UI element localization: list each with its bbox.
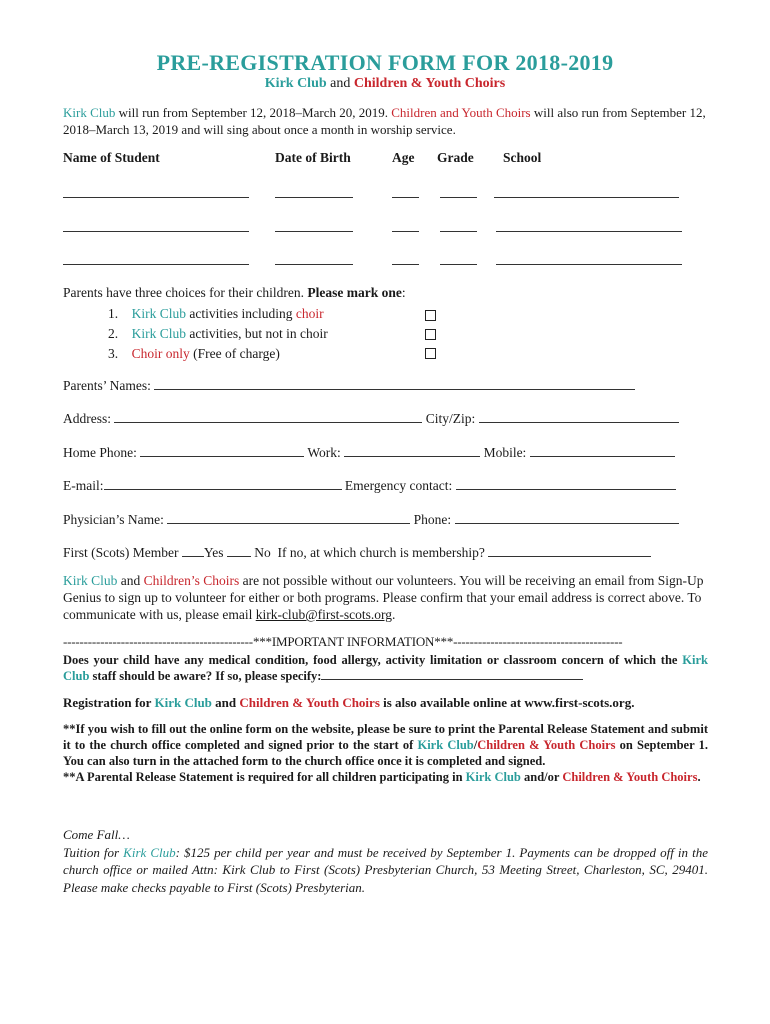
subtitle-and: and [326, 76, 354, 91]
student-name-field[interactable] [63, 231, 249, 232]
release-choirs-2: Children & Youth Choirs [562, 770, 698, 784]
choices-intro [63, 285, 406, 301]
choice-3-checkbox[interactable] [425, 348, 436, 359]
tuition-text-2: : $125 per child per year and must be received by September 1. Payments can be dropped off in the church office or mailed Attn: Kirk Club to First (Scots) Presbyterian Church, 53 Meeting Street, Charleston, SC, 29401. Please make checks payable to First (Scots) Presbyterian. [63, 844, 708, 895]
important-info-header: ----------------------------------------------***IMPORTANT INFORMATION***----------------------------------------- [63, 634, 623, 649]
phone-row [63, 444, 675, 461]
tuition-text-1: Tuition for [63, 844, 124, 860]
header-age: Age [392, 150, 415, 165]
email-row [63, 477, 676, 494]
release-and-or: and/or [520, 770, 563, 784]
student-school-field[interactable] [496, 231, 682, 232]
header-school: School [503, 150, 542, 165]
choice-choir-only: Choir only [131, 346, 190, 361]
home-phone-label: Home Phone: [63, 445, 137, 460]
choice-2-checkbox[interactable] [425, 329, 436, 340]
volunteer-kirk-club: Kirk Club [63, 573, 118, 588]
choice-2 [108, 326, 328, 342]
physician-phone-label: Phone: [413, 512, 452, 527]
intro-kirk-club: Kirk Club [63, 105, 116, 120]
work-phone-field[interactable] [344, 444, 480, 457]
contact-email-link[interactable]: kirk-club@first-scots.org [255, 607, 392, 622]
physician-phone-field[interactable] [455, 511, 679, 524]
online-choirs: Children & Youth Choirs [239, 695, 380, 710]
volunteer-text: are not possible without our volunteers. You will be receiving an email from Sign-Up Genius to sign up to volunteer for either or both programs. Please confirm that your email address is correct above. To communicate with us, please email [63, 573, 704, 622]
student-school-field[interactable] [496, 264, 682, 265]
come-fall-heading: Come Fall… [63, 827, 130, 842]
choice-number: 1. [108, 306, 119, 321]
address-field[interactable] [114, 410, 422, 423]
emergency-contact-label: Emergency contact: [344, 478, 453, 493]
member-yes-field[interactable] [182, 544, 204, 557]
release-end: . [697, 770, 701, 784]
choice-text: activities, but not in choir [186, 326, 328, 341]
subtitle-kirk-club: Kirk Club [264, 76, 327, 91]
choice-3 [108, 346, 280, 362]
online-and: and [211, 695, 240, 710]
membership-row [63, 544, 651, 561]
volunteer-paragraph [63, 572, 708, 623]
medical-question-text: Does your child have any medical condition, food allergy, activity limitation or classroom concern of which the [63, 653, 683, 667]
parental-release-note [63, 721, 708, 785]
release-slash: / [473, 738, 478, 752]
choice-1 [108, 306, 324, 322]
student-name-field[interactable] [63, 197, 249, 198]
tuition-kirk-club: Kirk Club [123, 844, 176, 860]
release-text-2: on September 1. You can also turn in the attached form to the church office once it is completed and signed. [63, 738, 708, 768]
subtitle-choirs: Children & Youth Choirs [353, 76, 506, 91]
parents-names-row [63, 377, 635, 394]
address-label: Address: [63, 411, 111, 426]
emergency-contact-field[interactable] [456, 477, 676, 490]
member-label: First (Scots) Member [63, 545, 179, 560]
online-kirk-club: Kirk Club [154, 695, 212, 710]
student-grade-field[interactable] [440, 231, 477, 232]
form-title: PRE-REGISTRATION FORM FOR 2018-2019 [156, 50, 614, 75]
choice-number: 2. [108, 326, 119, 341]
medical-question [63, 652, 708, 684]
student-dob-field[interactable] [275, 264, 353, 265]
membership-church-field[interactable] [488, 544, 651, 557]
choices-intro-end: : [401, 285, 406, 300]
physician-row [63, 511, 679, 528]
online-text-2: is also available online at www.first-scots.org. [379, 695, 635, 710]
city-zip-label: City/Zip: [425, 411, 476, 426]
release-text-1: **If you wish to fill out the online form on the website, please be sure to print the Parental Release Statement and submit it to the church office completed and signed prior to the start of [63, 722, 708, 752]
no-label: No [254, 545, 271, 560]
release-choirs: Children & Youth Choirs [477, 738, 616, 752]
choice-kirk-club: Kirk Club [131, 326, 187, 341]
student-dob-field[interactable] [275, 197, 353, 198]
student-age-field[interactable] [392, 197, 419, 198]
member-no-field[interactable] [227, 544, 251, 557]
email-field[interactable] [104, 477, 342, 490]
parents-names-label: Parents’ Names: [63, 378, 151, 393]
student-grade-field[interactable] [440, 197, 477, 198]
volunteer-end: . [392, 607, 396, 622]
choice-text: activities including [186, 306, 296, 321]
physician-name-field[interactable] [167, 511, 410, 524]
choice-text: (Free of charge) [189, 346, 280, 361]
medical-question-text-2: staff should be aware? If so, please specify: [89, 669, 322, 683]
email-label: E-mail: [63, 478, 104, 493]
student-school-field[interactable] [494, 197, 679, 198]
choice-kirk-club: Kirk Club [131, 306, 187, 321]
release-kirk-club-2: Kirk Club [465, 770, 521, 784]
header-name-of-student: Name of Student [63, 150, 160, 165]
address-row [63, 410, 679, 427]
choice-choir: choir [295, 306, 324, 321]
student-name-field[interactable] [63, 264, 249, 265]
volunteer-choirs: Children’s Choirs [143, 573, 240, 588]
choice-number: 3. [108, 346, 119, 361]
choice-1-checkbox[interactable] [425, 310, 436, 321]
intro-paragraph [63, 104, 713, 138]
online-text-1: Registration for [63, 695, 155, 710]
medical-specify-field[interactable] [321, 669, 583, 680]
intro-text-1: will run from September 12, 2018–March 20, 2019. [115, 105, 392, 120]
form-subtitle [0, 76, 770, 92]
release-kirk-club: Kirk Club [417, 738, 474, 752]
intro-choirs: Children and Youth Choirs [391, 105, 531, 120]
physician-name-label: Physician’s Name: [63, 512, 164, 527]
student-age-field[interactable] [392, 231, 419, 232]
student-dob-field[interactable] [275, 231, 353, 232]
home-phone-field[interactable] [140, 444, 304, 457]
city-zip-field[interactable] [479, 410, 679, 423]
choices-intro-text: Parents have three choices for their children. [63, 285, 308, 300]
student-age-field[interactable] [392, 264, 419, 265]
student-grade-field[interactable] [440, 264, 477, 265]
tuition-section [63, 826, 708, 896]
volunteer-and: and [117, 573, 144, 588]
medical-kirk-club: Kirk Club [63, 653, 708, 683]
online-registration-note [63, 695, 634, 711]
membership-church-label: If no, at which church is membership? [277, 545, 485, 560]
choices-intro-bold: Please mark one [307, 285, 402, 300]
work-phone-label: Work: [307, 445, 341, 460]
release-text-3: **A Parental Release Statement is required for all children participating in [63, 770, 466, 784]
intro-text-2: will also run from September 12, 2018–March 13, 2019 and will sing about once a month in worship service. [63, 105, 706, 137]
mobile-phone-label: Mobile: [483, 445, 527, 460]
yes-label: Yes [203, 545, 224, 560]
parents-names-field[interactable] [154, 377, 635, 390]
tuition-paragraph [63, 844, 708, 897]
mobile-phone-field[interactable] [530, 444, 675, 457]
header-date-of-birth: Date of Birth [275, 150, 351, 165]
header-grade: Grade [437, 150, 474, 165]
